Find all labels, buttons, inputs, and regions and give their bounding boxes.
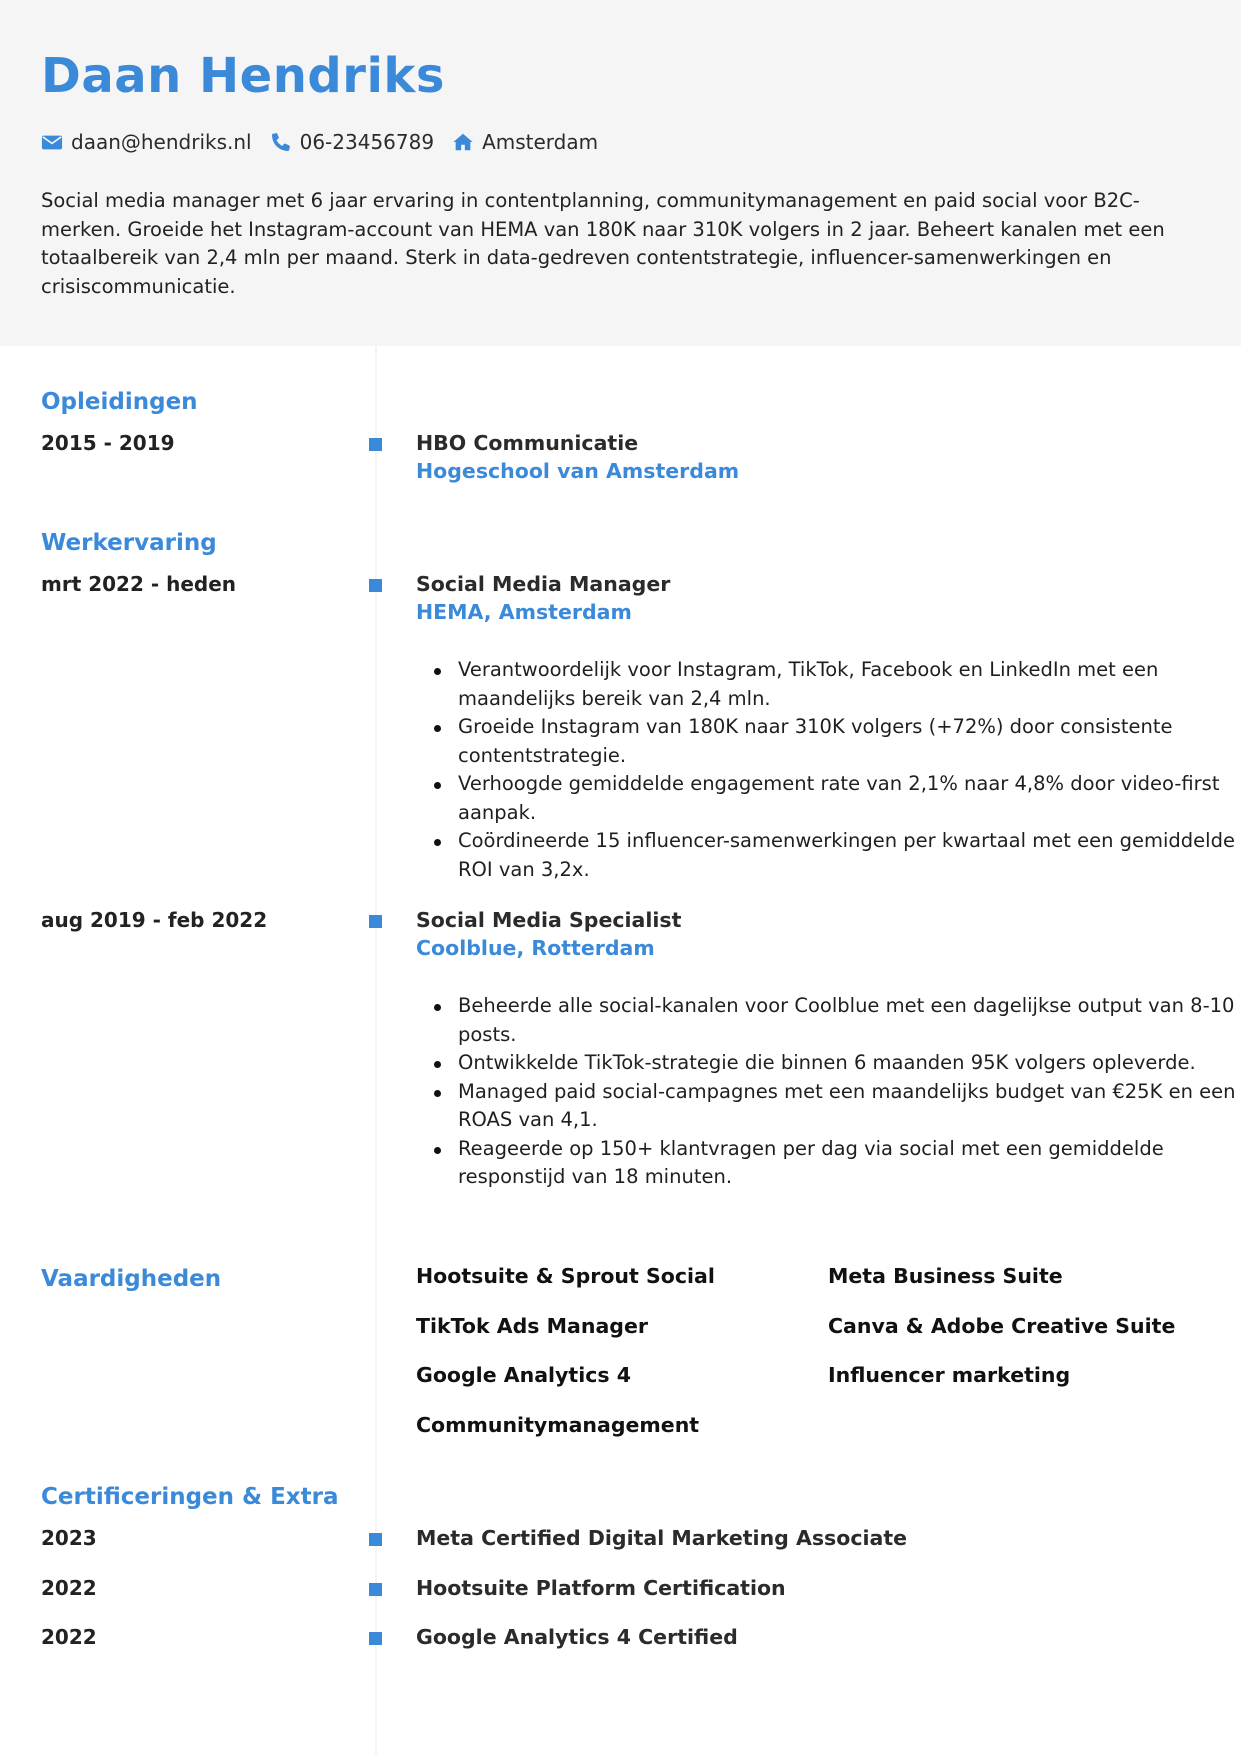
skill-item: Hootsuite & Sprout Social (416, 1264, 715, 1288)
home-icon (452, 131, 474, 153)
contact-email[interactable] (41, 130, 252, 154)
job-title: Social Media Manager (416, 572, 671, 596)
job-date: mrt 2022 - heden (41, 572, 237, 596)
job-employer: HEMA, Amsterdam (416, 600, 632, 624)
education-degree: HBO Communicatie (416, 431, 639, 455)
list-item: Verantwoordelijk voor Instagram, TikTok, Facebook en LinkedIn met een maandelijks bereik van 2,4 mln. (458, 656, 1241, 713)
job-achievements (416, 656, 1241, 884)
envelope-icon (41, 131, 63, 153)
phone-text: 06-23456789 (299, 130, 435, 154)
profile-summary: Social media manager met 6 jaar ervaring in contentplanning, communitymanagement en paid social voor B2C-merken. Groeide het Instagram-account van HEMA van 180K naar 310K volgers in 2 jaar. Beheert kanalen met een totaalbereik van 2,4 mln per maand. Sterk in data-gedreven contentstrategie, influencer-samenwerkingen en crisiscommunicatie. (41, 189, 1165, 298)
list-item: Ontwikkelde TikTok-strategie die binnen 6 maanden 95K volgers opleverde. (458, 1049, 1241, 1078)
skill-item: Meta Business Suite (828, 1264, 1063, 1288)
timeline-marker (369, 1632, 382, 1645)
timeline-marker (369, 1583, 382, 1596)
skill-item: Influencer marketing (828, 1363, 1071, 1387)
contact-location (452, 130, 598, 154)
certification-date: 2022 (41, 1625, 97, 1649)
section-title-skills: Vaardigheden (41, 1266, 222, 1292)
section-title-education: Opleidingen (41, 389, 198, 415)
timeline-marker (369, 915, 382, 928)
job-employer: Coolblue, Rotterdam (416, 936, 655, 960)
education-date: 2015 - 2019 (41, 431, 175, 455)
job-title: Social Media Specialist (416, 908, 682, 932)
contact-phone[interactable] (270, 130, 434, 154)
candidate-name: Daan Hendriks (41, 48, 445, 104)
certification-title: Meta Certified Digital Marketing Associate (416, 1526, 908, 1550)
certification-date: 2022 (41, 1576, 97, 1600)
timeline-marker (369, 579, 382, 592)
contact-info (41, 127, 616, 157)
education-school: Hogeschool van Amsterdam (416, 459, 740, 483)
list-item: Groeide Instagram van 180K naar 310K volgers (+72%) door consistente contentstrategie. (458, 713, 1241, 770)
skill-item: TikTok Ads Manager (416, 1314, 648, 1338)
job-date: aug 2019 - feb 2022 (41, 908, 268, 932)
timeline-marker (369, 438, 382, 451)
job-achievements (416, 992, 1241, 1192)
skill-item: Communitymanagement (416, 1413, 700, 1437)
certification-title: Hootsuite Platform Certification (416, 1576, 786, 1600)
location-text: Amsterdam (482, 130, 599, 154)
list-item: Reageerde op 150+ klantvragen per dag via social met een gemiddelde responstijd van 18 minuten. (458, 1135, 1241, 1192)
header (0, 0, 1241, 346)
list-item: Verhoogde gemiddelde engagement rate van 2,1% naar 4,8% door video-first aanpak. (458, 770, 1241, 827)
timeline-marker (369, 1533, 382, 1546)
skill-item: Google Analytics 4 (416, 1363, 631, 1387)
section-title-certifications: Certificeringen & Extra (41, 1484, 339, 1510)
certification-date: 2023 (41, 1526, 97, 1550)
phone-icon (270, 131, 292, 153)
skill-item: Canva & Adobe Creative Suite (828, 1314, 1176, 1338)
list-item: Coördineerde 15 influencer-samenwerkingen per kwartaal met een gemiddelde ROI van 3,2x. (458, 827, 1241, 884)
section-title-experience: Werkervaring (41, 530, 217, 556)
email-text: daan@hendriks.nl (71, 130, 252, 154)
certification-title: Google Analytics 4 Certified (416, 1625, 738, 1649)
list-item: Beheerde alle social-kanalen voor Coolblue met een dagelijkse output van 8-10 posts. (458, 992, 1241, 1049)
list-item: Managed paid social-campagnes met een maandelijks budget van €25K en een ROAS van 4,1. (458, 1078, 1241, 1135)
